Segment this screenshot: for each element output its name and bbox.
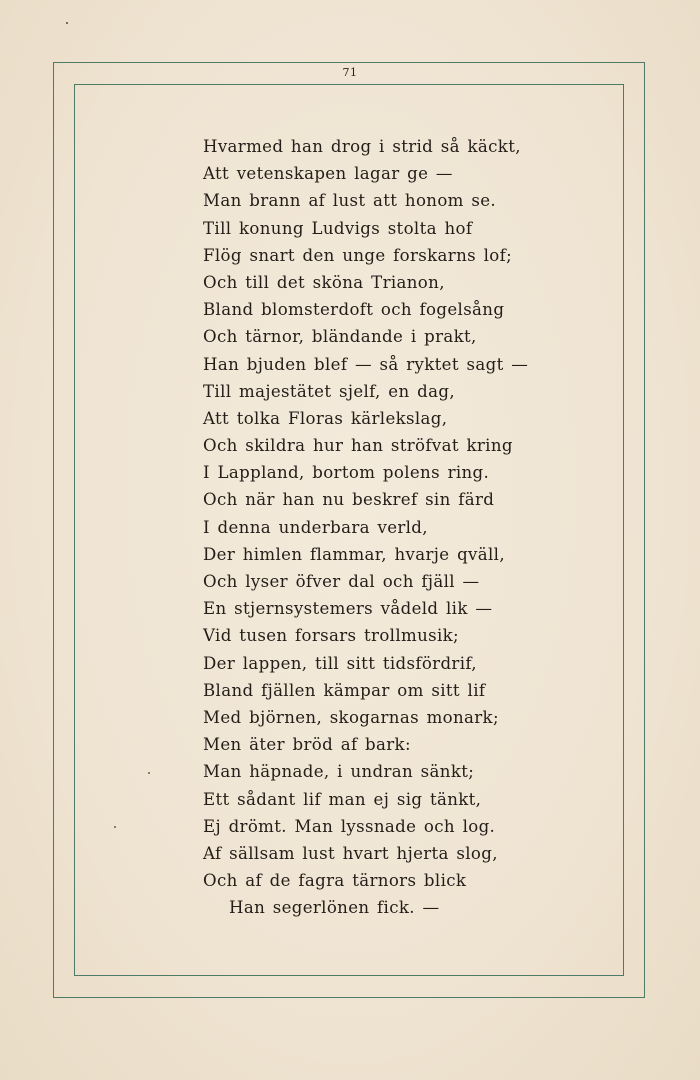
poem-line: Och till det sköna Trianon, [203,272,445,292]
poem-line: Till konung Ludvigs stolta hof [203,218,473,238]
poem-line: Vid tusen forsars trollmusik; [203,626,459,646]
poem-line-final: Han segerlönen fick. — [229,898,440,918]
poem-line: Och skildra hur han ströfvat kring [203,436,513,456]
poem-line: Men äter bröd af bark: [203,735,411,755]
poem-line: Ett sådant lif man ej sig tänkt, [203,789,482,809]
paper-speck [148,772,150,774]
poem-line: Flög snart den unge forskarns lof; [203,245,513,265]
poem-line: Och när han nu beskref sin färd [203,490,495,510]
poem-line: I Lappland, bortom polens ring. [203,463,490,483]
poem-line: I denna underbara verld, [203,517,428,537]
page-number: 71 [342,66,358,79]
poem-line: Af sällsam lust hvart hjerta slog, [203,843,498,863]
poem-line: Der lappen, till sitt tidsfördrif, [203,653,477,673]
poem-line: Med björnen, skogarnas monark; [203,707,499,727]
poem-line: Ej drömt. Man lyssnade och log. [203,816,496,836]
paper-speck [114,826,116,828]
poem-line: Man häpnade, i undran sänkt; [203,762,475,782]
poem-line: Bland fjällen kämpar om sitt lif [203,680,486,700]
poem-line: Och af de fagra tärnors blick [203,871,467,891]
poem-line: En stjernsystemers vådeld lik — [203,599,493,619]
poem-line: Och tärnor, bländande i prakt, [203,327,477,347]
poem-line: Och lyser öfver dal och fjäll — [203,572,480,591]
poem-line: Man brann af lust att honom se. [203,191,497,211]
poem-line: Bland blomsterdoft och fogelsång [203,300,505,320]
paper-speck [66,22,68,24]
poem-line: Hvarmed han drog i strid så käckt, [203,137,521,156]
poem-line: Att tolka Floras kärlekslag, [203,408,448,428]
poem-line: Att vetenskapen lagar ge — [203,164,453,184]
poem-line: Han bjuden blef — så ryktet sagt — [203,354,529,374]
poem-line: Till majestätet sjelf, en dag, [203,381,455,401]
poem-line: Der himlen flammar, hvarje qväll, [203,544,505,564]
poem-text [203,133,533,921]
